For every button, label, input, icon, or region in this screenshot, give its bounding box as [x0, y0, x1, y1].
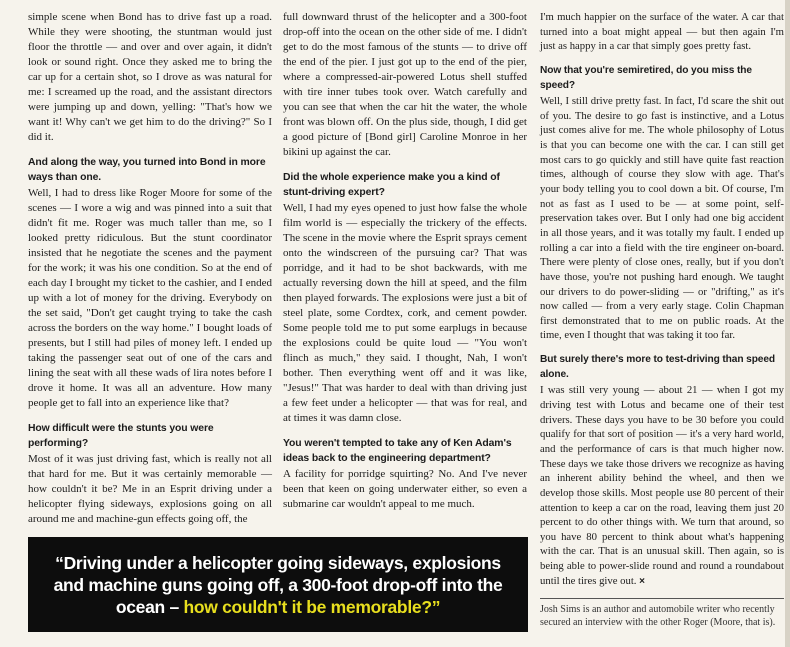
body-paragraph: Well, I had my eyes opened to just how false the whole film world is — especially the trickery of the effects. The scene in the movie where the Esprit sprays cement onto the windscreen of the pursuing car? That was porridge, and it had to be shot backwards, with me actually reversing down the hill at speed, and the film then played forwards. The explosions were just a bit of steel plate, some Cordtex, cork, and cement powder. Some people told me to put some earplugs in because the explosions could be quite loud — "You won't flinch as much," they said. I thought, Nah, I won't bother. Then everything went off and it was like, "Jesus!" That was harder to deal with than driving just a few feet under a helicopter — that was for real, and at times it was damn close. [283, 202, 527, 424]
pull-quote-text [42, 552, 514, 618]
interview-question: How difficult were the stunts you were performing? [28, 423, 214, 449]
body-paragraph: A facility for porridge squirting? No. And I've never been that keen on going underwater either, so even a submarine car wouldn't appeal to me much. [283, 468, 527, 510]
author-bio: Josh Sims is an author and automobile writer who recently secured an interview with the other Roger (Moore, that is). [540, 604, 776, 628]
body-text: I was still very young — about 21 — when I got my driving test with Lotus and became one of their test drivers. These days you have to be 30 before you could qualify for that sort of position — it's a very hard world, and the performance of cars is that much higher now. These days we take those drivers we recognize as having an inherent ability behind the wheel, and then we develop those skills. Most people use 80 percent of their attention to keep a car on the road, leaving them just 20 percent to do other things with. We turn that around, so you have 80 percent to think about what's happening with the car. That is an unusual skill. Then again, so is being able to power-slide round and round a roundabout until the tires give out. [540, 384, 784, 587]
page-edge [785, 0, 790, 647]
article-column-2 [283, 10, 527, 512]
pull-quote [28, 537, 528, 632]
pull-quote-main: “Driving under a helicopter going sideways, explosions and machine guns going off, a 300-foot drop-off into the ocean – [53, 552, 503, 617]
body-paragraph: full downward thrust of the helicopter and a 300-foot drop-off into the ocean on the other side of me. I didn't get to do the most famous of the stunts — to drive off the end of the pier. I just got up to the end of the pier, where a compressed-air-powered Lotus shell stuffed with tire inner tubes took over. Watch carefully and you can see that when the car hit the water, the whole front was blown off. On the plus side, though, I did get a good picture of [Bond girl] Caroline Monroe in her bikini up against the car. [283, 11, 527, 158]
bio-divider [540, 598, 784, 599]
article-column-1 [28, 10, 272, 527]
pull-quote-highlight: how couldn't it be memorable?” [183, 596, 441, 617]
interview-question: But surely there's more to test-driving than speed alone. [540, 354, 776, 380]
interview-question: And along the way, you turned into Bond in more ways than one. [28, 157, 266, 183]
interview-question: You weren't tempted to take any of Ken Adam's ideas back to the engineering department? [283, 438, 512, 464]
body-paragraph: Most of it was just driving fast, which is really not all that hard for me. But it was certainly memorable — how couldn't it be? Me in an Esprit driving under a helicopter flying sideways, explosions going on all around me and machine-gun effects going off, the [28, 453, 272, 525]
interview-question: Now that you're semiretired, do you miss the speed? [540, 64, 752, 91]
body-paragraph [540, 383, 784, 589]
interview-question: Did the whole experience make you a kind of stunt-driving expert? [283, 172, 500, 198]
body-paragraph: simple scene when Bond has to drive fast up a road. While they were shooting, the stuntman would just floor the throttle — and over and over again, it didn't look or sound right. Once they asked me to bring the car up for a certain shot, so I drove as was natural for me: I screamed up the road, and the assistant directors were jumping up and down, yelling: "That's how we want it! Why can't we get him to do the driving?" So I did it. [28, 11, 272, 143]
body-paragraph: I'm much happier on the surface of the water. A car that turned into a boat might appeal — but then again I'm just as happy in a car that simply goes pretty fast. [540, 11, 784, 53]
body-paragraph: Well, I had to dress like Roger Moore for some of the scenes — I wore a wig and was pinned into a suit that didn't fit me. Roger was much taller than me, so I looked pretty ridiculous. But the stunt coordinator insisted that he negotiate the scenes and the payment for the work; it was his one condition. So at the end of each day I brought my ticket to the cashier, and I ended up with a lot of money for the driving. Everybody on the set said, "Don't get caught trying to take the cash across the borders on the way home." I bought loads of presents, but I still had piles of money left. I ended up taking the passenger seat out of one of the cars and lining the seat with all these wads of lira notes before I drove it home. It was all an adventure. How many people get to fall into an experience like that? [28, 187, 272, 409]
body-paragraph: Well, I still drive pretty fast. In fact, I'd scare the shit out of you. The desire to go fast is instinctive, and a Lotus just comes alive for me. The whole philosophy of Lotus is that you can become one with the car. I can still get most cars to go quickly and still have quite fast reaction times, although of course they slow with age. That's your body telling you to cool down a bit. Of course, I'm not as fast as I used to be — at some point, self-preservation takes over. But I only had one big accident in all those years, and it was totally my fault. I ended up rolling a car into a field with the tire engineer on-board. There were plenty of close ones, really, but if you don't have those, you're not pushing hard enough. We taught our drivers to do power-sliding — or "drifting," as it's now called — from a very early stage. Colin Chapman first demonstrated that to me on public roads. At the time, even I thought that was taking it too far. [540, 95, 784, 342]
end-mark: × [639, 575, 645, 587]
article-column-3 [540, 10, 784, 589]
